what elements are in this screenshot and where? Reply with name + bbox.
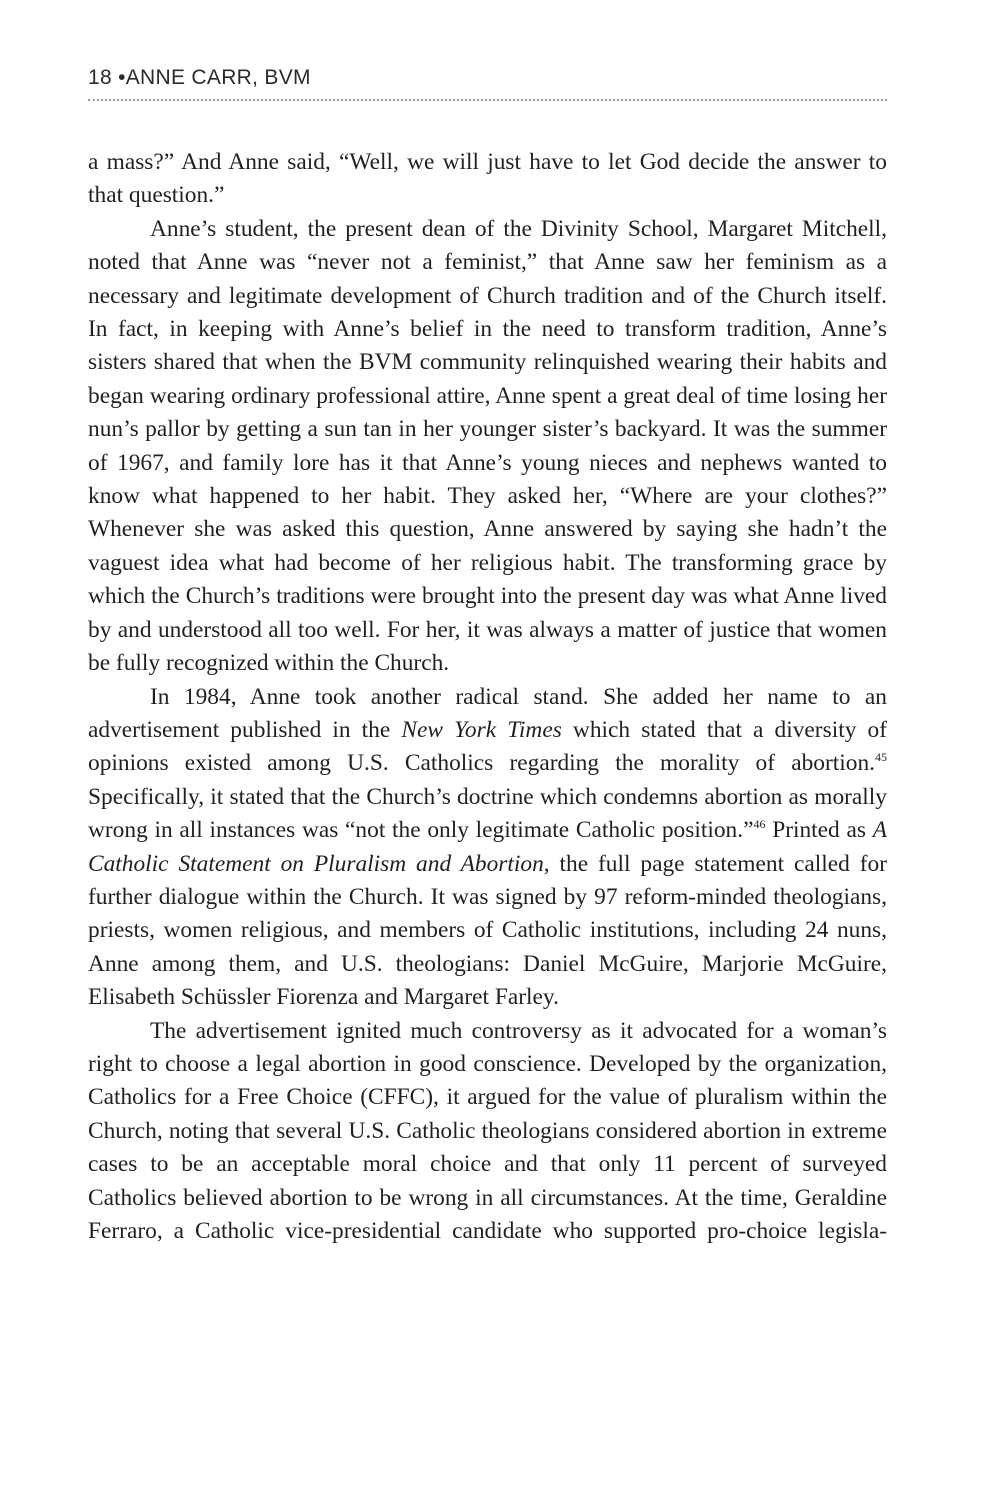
page-body (88, 146, 887, 1248)
footnote-ref-46[interactable]: 46 (753, 817, 766, 832)
statement-title: A Catholic Statement on Pluralism and Abortion (88, 817, 887, 877)
paragraph-1: a mass?” And Anne said, “Well, we will just have to let God decide the answer to that question.” (88, 149, 887, 209)
footnote-ref-45[interactable]: 45 (875, 750, 887, 765)
paragraph-3 (88, 681, 887, 1015)
paragraph-3-text-3: Specifically, it stated that the Church’s doctrine which condemns abortion as morally wrong in all instances was “not the only legitimate Catholic position.” (88, 783, 887, 844)
paragraph-3-text-4: Printed as (765, 817, 873, 844)
paragraph-3-text-1: In 1984, Anne took another radical stand. She added her name to an advertisement published in the (88, 683, 887, 743)
paragraph-3-text-5: , the full page statement called for further dialogue within the Church. It was signed by 97 reform-minded theologians, priests, women religious, and members of Catholic institutions, including 24 nuns, Anne among them, and U.S. theologians: Daniel McGuire, Marjorie McGuire, Elisabeth Schüssler Fiorenza and Margaret Farley. (88, 850, 887, 1011)
paragraph-2: Anne’s student, the present dean of the Divinity School, Margaret Mitchell, noted that Anne was “never not a feminist,” that Anne saw her feminism as a necessary and legitimate development of Church tradition and of the Church itself. In fact, in keeping with Anne’s belief in the need to transform tradition, Anne’s sisters shared that when the BVM community relinquished wearing their habits and began wearing ordinary professional attire, Anne spent a great deal of time losing her nun’s pallor by getting a sun tan in her younger sister’s backyard. It was the summer of 1967, and family lore has it that Anne’s young nieces and nephews wanted to know what happened to her habit. They asked her, “Where are your clothes?” Whenever she was asked this question, Anne answered by saying she hadn’t the vaguest idea what had become of her religious habit. The transforming grace by which the Church’s traditions were brought into the present day was what Anne lived by and understood all too well. For her, it was always a matter of justice that women be fully recognized within the Church. (88, 215, 887, 677)
newspaper-title: New York Times (401, 716, 562, 743)
paragraph-4: The advertisement ignited much controversy as it advocated for a woman’s right to choose a legal abortion in good conscience. Developed by the organization, Catholics for a Free Choice (CFFC), it argued for the value of pluralism within the Church, noting that several U.S. Catholic theologians considered abortion in extreme cases to be an acceptable moral choice and that only 11 percent of surveyed Catholics believed abortion to be wrong in all circumstances. At the time, Geraldine Ferraro, a Catholic vice-presidential candidate who supported pro-choice legisla- (88, 1017, 887, 1244)
running-head: 18 •ANNE CARR, BVM (88, 66, 311, 89)
header-rule (88, 99, 887, 101)
paragraph-3-text-2: which stated that a diversity of opinions existed among U.S. Catholics regarding the morality of abortion. (88, 716, 887, 777)
